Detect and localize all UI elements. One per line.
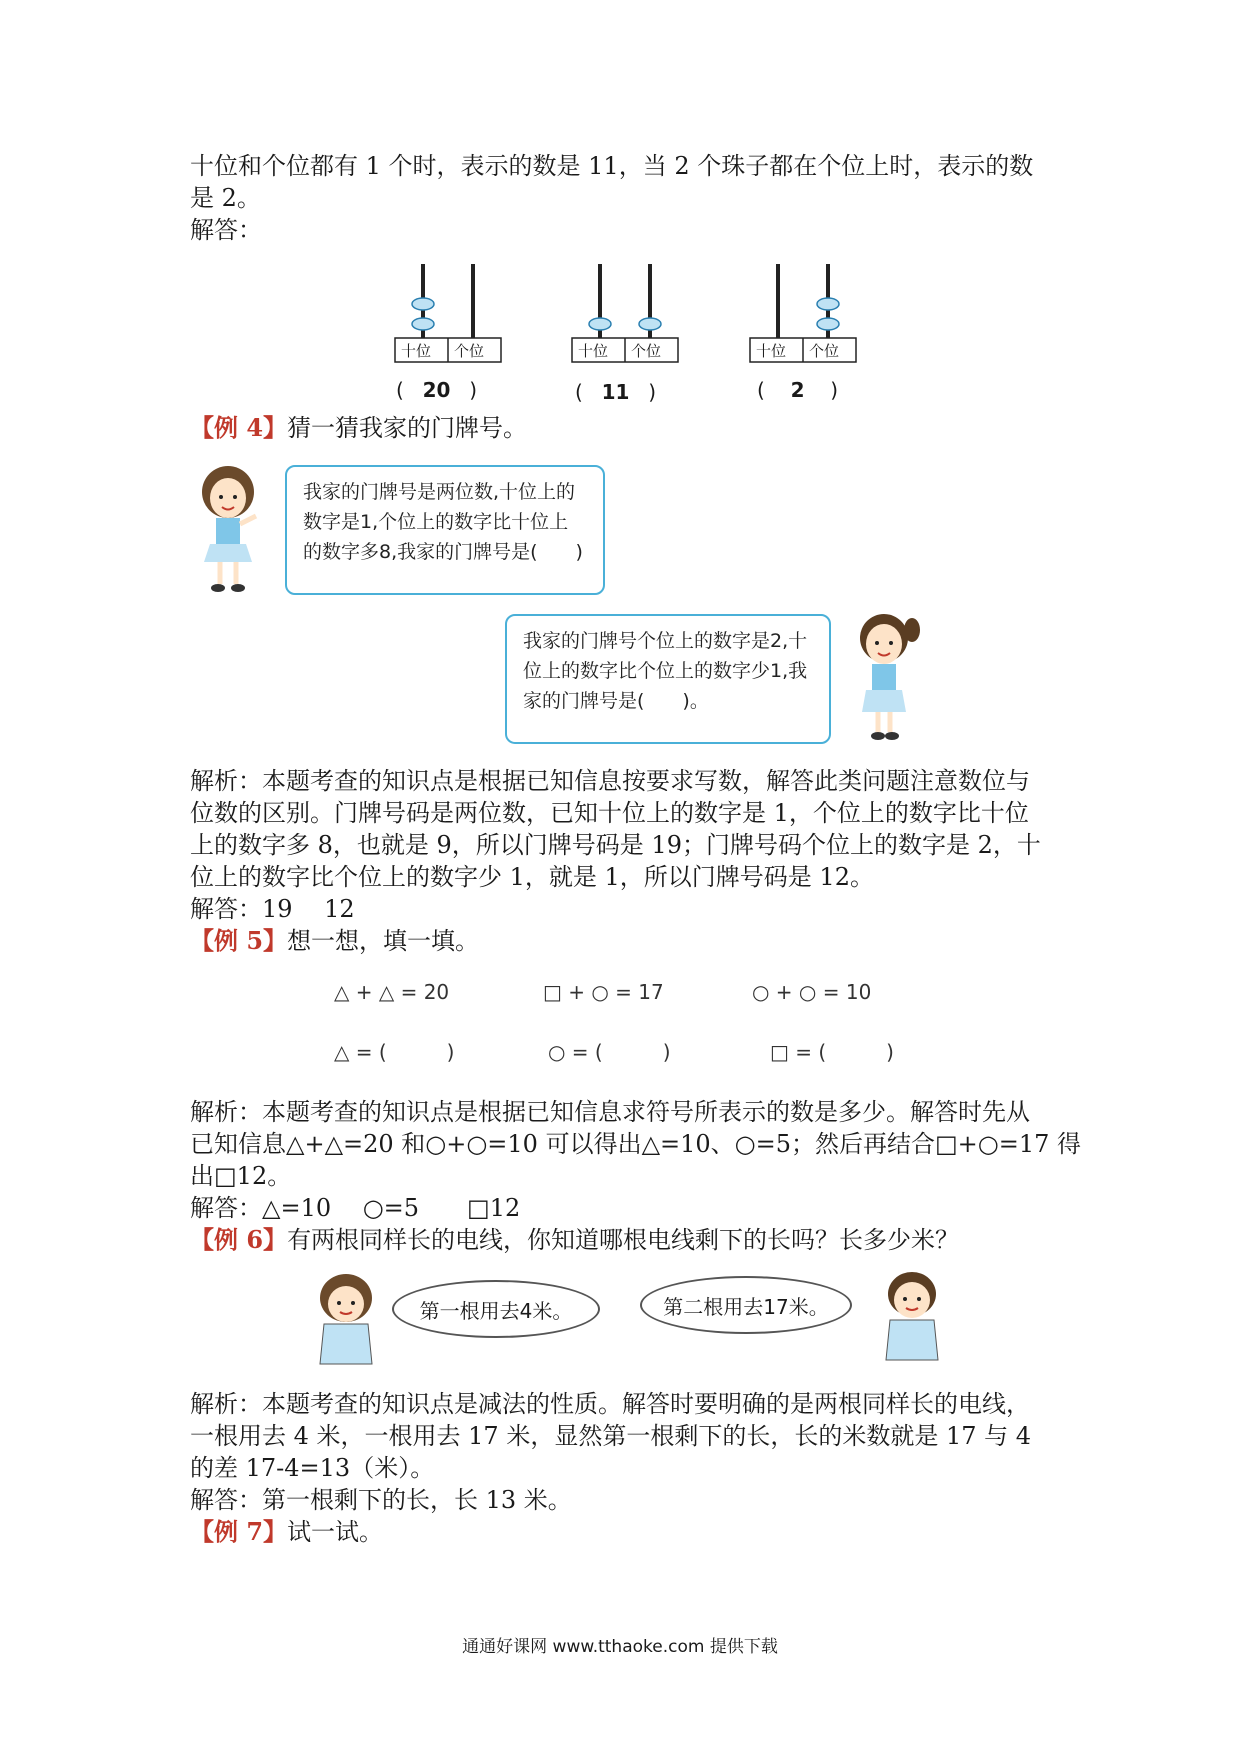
- example-6-analysis-line-2: 一根用去 4 米，一根用去 17 米，显然第一根剩下的长，长的米数就是 17 与 4: [190, 1422, 1032, 1450]
- intro-line-1: 十位和个位都有 1 个时，表示的数是 11，当 2 个珠子都在个位上时，表示的数: [190, 152, 1034, 180]
- example-4-analysis-line-4: 位上的数字比个位上的数字少 1，就是 1，所以门牌号码是 12。: [190, 863, 874, 891]
- abacus-answer-value-1: 20: [422, 378, 451, 402]
- example-5-analysis-line-1: 解析：本题考查的知识点是根据已知信息求符号所表示的数是多少。解答时先从: [190, 1098, 1030, 1126]
- girl-illustration-2: [846, 608, 926, 752]
- tens-label: 十位: [401, 342, 432, 360]
- example-5-analysis-line-3: 出□12。: [190, 1162, 292, 1190]
- abacus-answer-2: ( 11 ): [575, 380, 657, 404]
- equation-1: △ + △ = 20: [334, 980, 450, 1004]
- intro-answer-label: 解答：: [190, 216, 262, 244]
- example-5-label: 【例 5】: [190, 926, 288, 955]
- blank-triangle: △ = ( ): [334, 1040, 455, 1064]
- ones-label: 个位: [454, 342, 485, 360]
- example-4-analysis-line-2: 位数的区别。门牌号码是两位数，已知十位上的数字是 1，个位上的数字比十位: [190, 799, 1029, 827]
- girl-illustration-1: [190, 462, 270, 606]
- abacus-figure-3: [748, 258, 858, 366]
- example-5-title: 想一想，填一填。: [287, 927, 480, 955]
- oval-bubble-1: 第一根用去4米。: [392, 1280, 600, 1338]
- example-6-title: 有两根同样长的电线，你知道哪根电线剩下的长吗？长多少米？: [287, 1226, 960, 1254]
- blank-circle: ○ = ( ): [548, 1040, 671, 1064]
- example-7-heading: [190, 1516, 383, 1548]
- abacus-figure-2: [570, 258, 680, 366]
- tens-label: 十位: [578, 342, 609, 360]
- tens-label: 十位: [756, 342, 787, 360]
- child-illustration-2: [872, 1264, 952, 1378]
- example-4-label: 【例 4】: [190, 413, 288, 442]
- example-6-label: 【例 6】: [190, 1225, 288, 1254]
- example-4-answer: 解答：19 12: [190, 895, 355, 923]
- intro-line-2: 是 2。: [190, 184, 261, 212]
- example-6-answer: 解答：第一根剩下的长，长 13 米。: [190, 1486, 572, 1514]
- oval-bubble-2: 第二根用去17米。: [640, 1276, 852, 1334]
- ones-label: 个位: [631, 342, 662, 360]
- abacus-answer-1: ( 20 ): [396, 378, 478, 402]
- example-4-analysis-line-3: 上的数字多 8，也就是 9，所以门牌号码是 19；门牌号码个位上的数字是 2，十: [190, 831, 1041, 859]
- example-5-heading: [190, 925, 479, 957]
- ones-label: 个位: [809, 342, 840, 360]
- child-illustration-1: [306, 1268, 386, 1382]
- example-4-title: 猜一猜我家的门牌号。: [287, 414, 528, 442]
- abacus-answer-value-2: 11: [601, 380, 630, 404]
- example-5-answer: 解答：△=10 ○=5 □12: [190, 1194, 521, 1222]
- example-4-heading: [190, 412, 527, 444]
- abacus-answer-value-3: 2: [790, 378, 805, 402]
- blank-square: □ = ( ): [770, 1040, 894, 1064]
- abacus-answer-3: ( 2 ): [757, 378, 839, 402]
- speech-bubble-2: 我家的门牌号个位上的数字是2,十位上的数字比个位上的数字少1,我家的门牌号是( )。: [505, 614, 831, 744]
- example-7-label: 【例 7】: [190, 1517, 288, 1546]
- example-6-heading: [190, 1224, 959, 1256]
- speech-bubble-1: 我家的门牌号是两位数,十位上的数字是1,个位上的数字比十位上的数字多8,我家的门牌号是( ): [285, 465, 605, 595]
- example-6-analysis-line-3: 的差 17-4=13（米）。: [190, 1454, 435, 1482]
- equation-3: ○ + ○ = 10: [752, 980, 872, 1004]
- equation-2: □ + ○ = 17: [543, 980, 664, 1004]
- example-5-analysis-line-2: 已知信息△+△=20 和○+○=10 可以得出△=10、○=5；然后再结合□+○=17 得: [190, 1130, 1081, 1158]
- abacus-figure-1: [393, 258, 503, 366]
- example-4-analysis-line-1: 解析：本题考查的知识点是根据已知信息按要求写数，解答此类问题注意数位与: [190, 767, 1030, 795]
- example-7-title: 试一试。: [287, 1518, 384, 1546]
- page-footer: 通通好课网 www.tthaoke.com 提供下载: [462, 1637, 778, 1657]
- example-6-analysis-line-1: 解析：本题考查的知识点是减法的性质。解答时要明确的是两根同样长的电线，: [190, 1390, 1030, 1418]
